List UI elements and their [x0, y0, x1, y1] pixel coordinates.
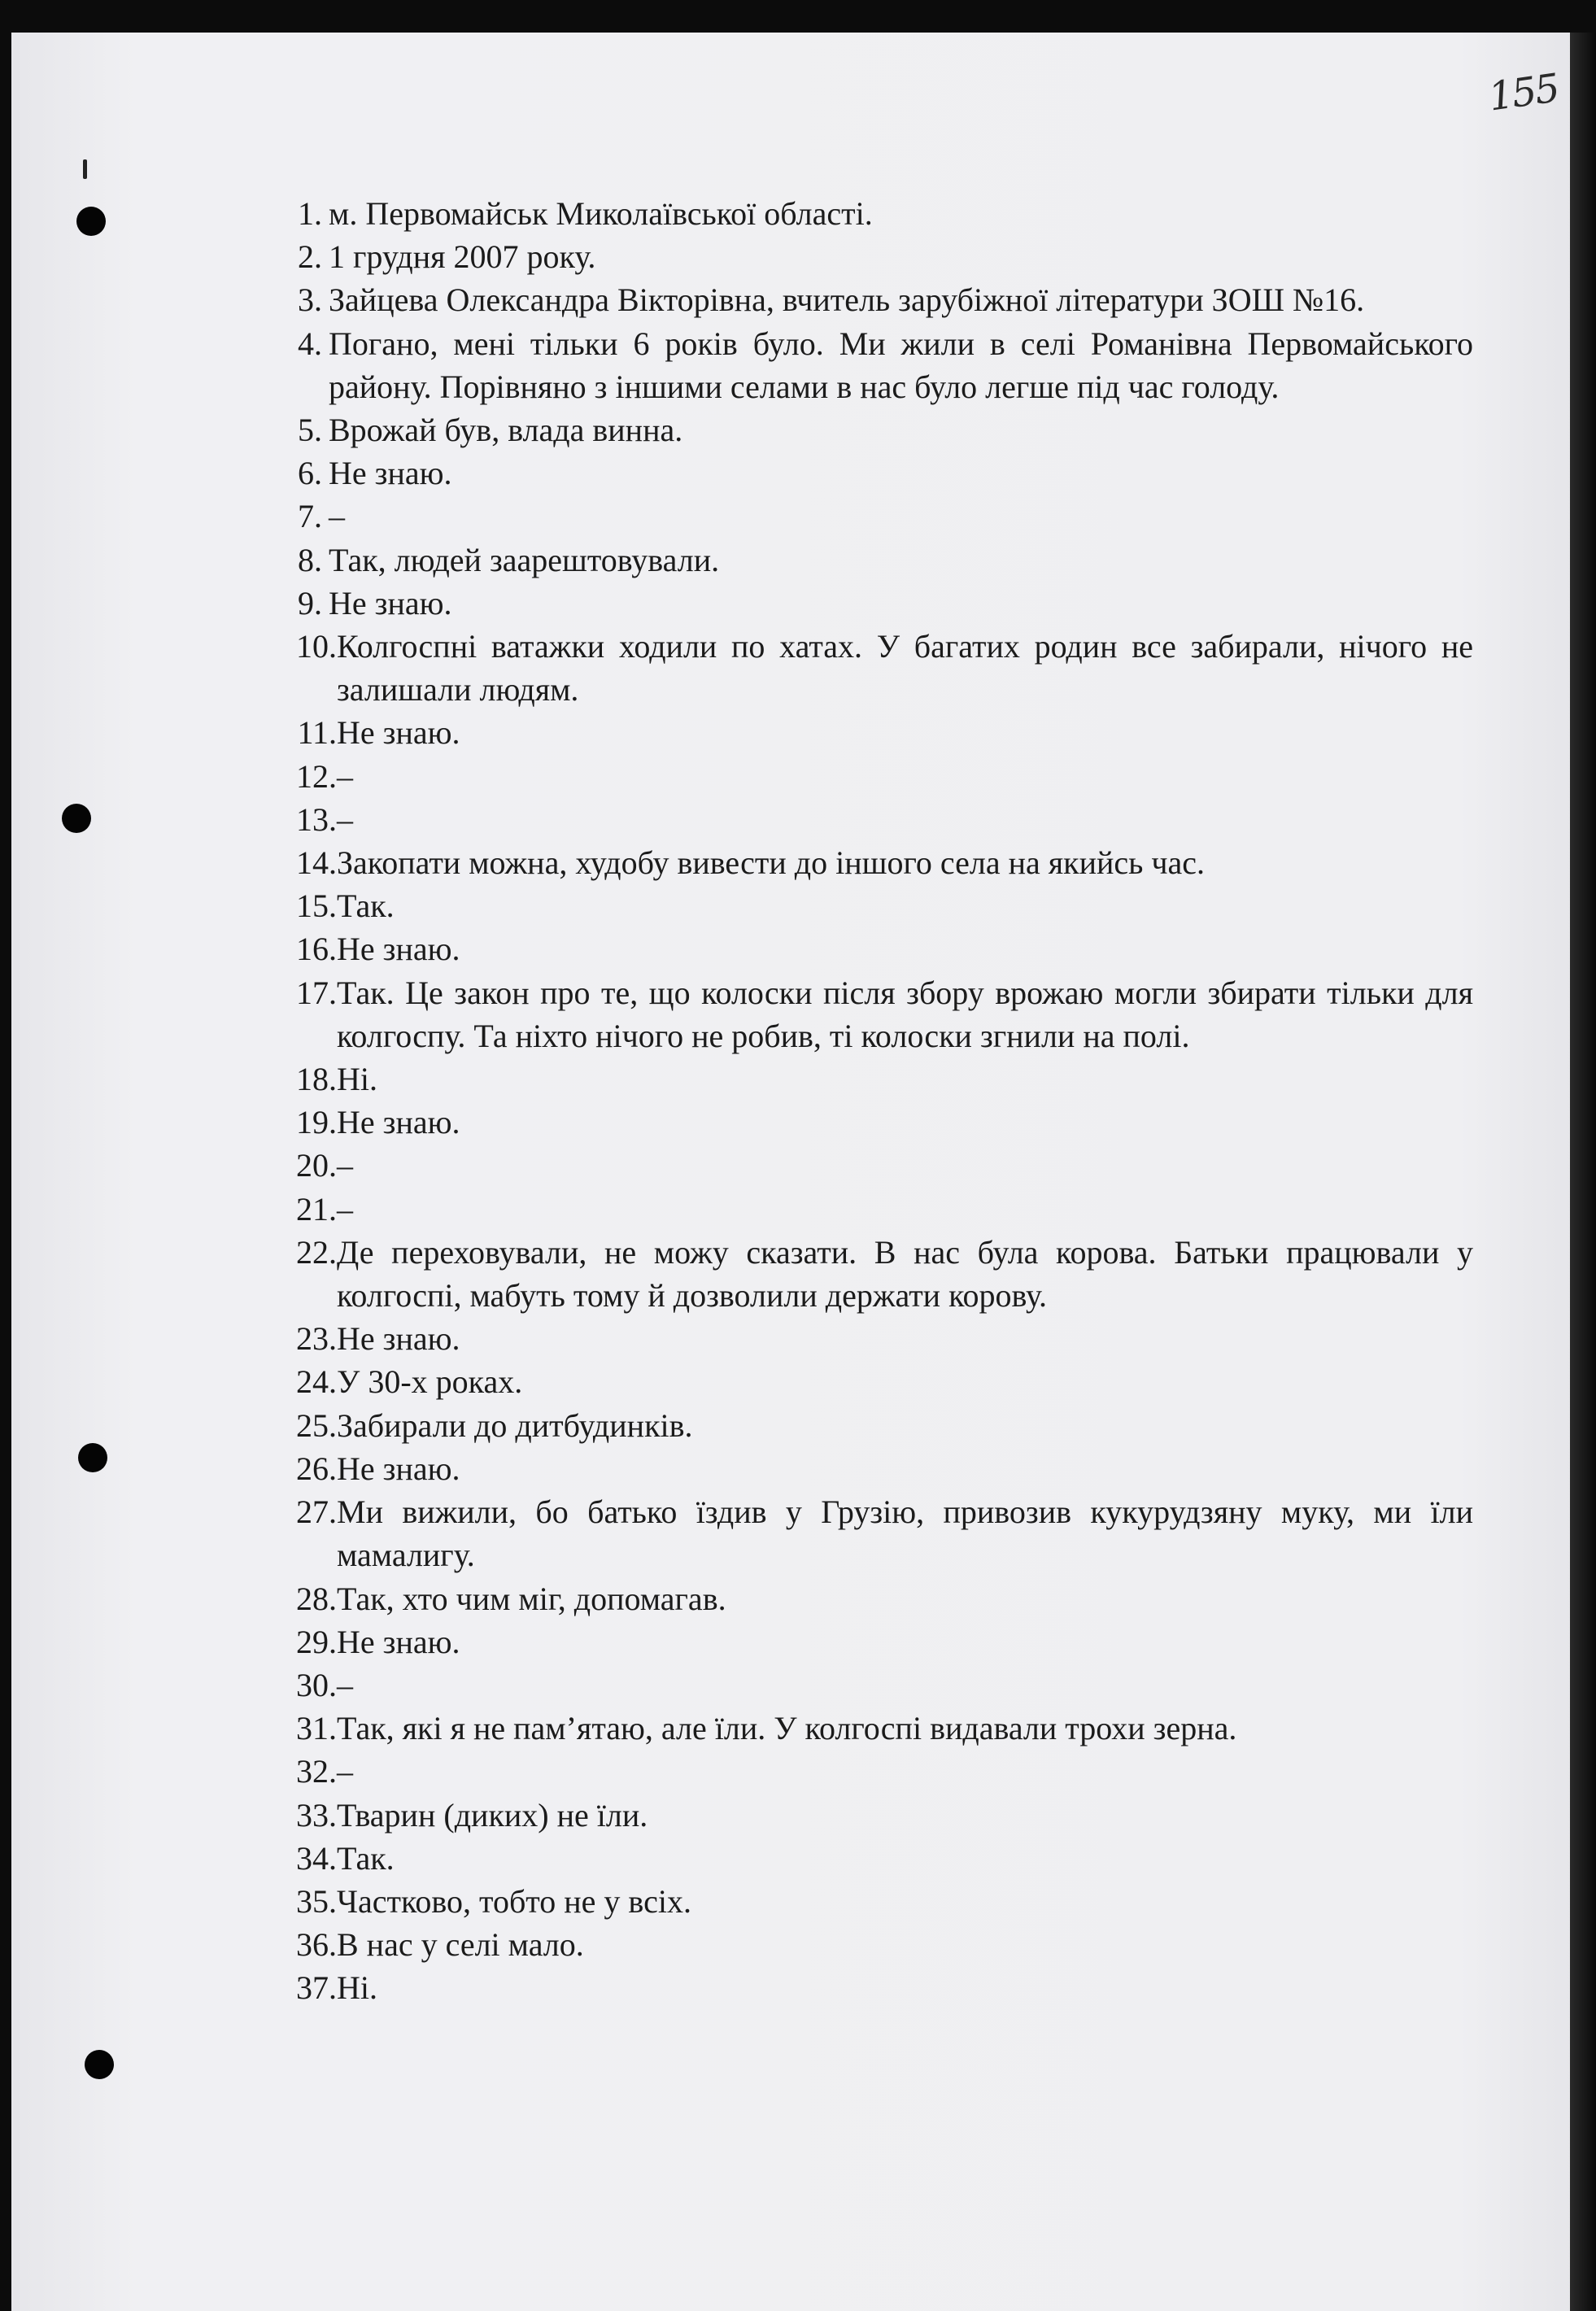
answer-item: [273, 1231, 1473, 1317]
answer-text: –: [337, 757, 353, 795]
answer-number: 30.: [296, 1666, 337, 1703]
answer-text: Зайцева Олександра Вікторівна, вчитель зарубіжної літератури ЗОШ №16.: [329, 281, 1365, 319]
answer-text: –: [337, 1753, 353, 1790]
answer-item: [273, 1707, 1473, 1750]
answer-text: Частково, тобто не у всіх.: [337, 1882, 691, 1920]
answer-item: [273, 1750, 1473, 1793]
answer-number: 34.: [296, 1839, 337, 1877]
answer-number: 7.: [298, 498, 322, 535]
answer-number: 16.: [296, 931, 337, 968]
answer-text: м. Первомайськ Миколаївської області.: [329, 195, 873, 232]
answer-number: 4.: [298, 325, 322, 362]
answer-text: Ні.: [337, 1061, 377, 1098]
answer-item: [273, 971, 1473, 1057]
answer-number: 2.: [298, 238, 322, 276]
answer-number: 35.: [296, 1882, 337, 1920]
answer-number: 27.: [296, 1493, 337, 1531]
answer-item: [273, 1577, 1473, 1620]
punch-hole: [78, 1443, 107, 1472]
answer-text: Не знаю.: [337, 1450, 460, 1487]
answer-item: [273, 1923, 1473, 1966]
answer-number: 6.: [298, 455, 322, 492]
answer-text: Закопати можна, худобу вивести до іншого села на якийсь час.: [337, 844, 1206, 882]
answer-item: [273, 1490, 1473, 1576]
answer-text: Не знаю.: [337, 1320, 460, 1358]
answer-number: 24.: [296, 1363, 337, 1401]
pencil-mark: [83, 159, 87, 179]
answer-text: Не знаю.: [337, 1623, 460, 1660]
answer-number: 22.: [296, 1233, 337, 1271]
answer-number: 21.: [296, 1190, 337, 1227]
answer-item: [273, 1317, 1473, 1360]
answer-item: [273, 495, 1473, 538]
answer-item: [273, 1880, 1473, 1923]
answer-text: 1 грудня 2007 року.: [329, 238, 596, 276]
answer-number: 13.: [296, 800, 337, 838]
answer-item: [273, 235, 1473, 278]
answer-item: [273, 625, 1473, 711]
answer-item: [273, 1966, 1473, 2009]
answer-number: 5.: [298, 412, 322, 449]
punch-hole: [62, 804, 91, 833]
answer-number: 25.: [296, 1406, 337, 1444]
answer-text: Не знаю.: [329, 584, 452, 621]
punch-hole: [85, 2050, 114, 2079]
answer-text: Так, хто чим міг, допомагав.: [337, 1580, 726, 1617]
answer-number: 28.: [296, 1580, 337, 1617]
answer-item: [273, 798, 1473, 841]
answer-text: Погано, мені тільки 6 років було. Ми жили в селі Романівна Первомайського району. Порівняно з іншими селами в нас було легше під час голоду.: [329, 325, 1473, 405]
answer-number: 8.: [298, 541, 322, 578]
answer-text: –: [337, 1147, 353, 1184]
answer-number: 9.: [298, 584, 322, 621]
answer-text: В нас у селі мало.: [337, 1926, 584, 1964]
answer-item: [273, 1360, 1473, 1403]
answer-item: [273, 322, 1473, 408]
answer-item: [273, 755, 1473, 798]
answer-text: –: [337, 1666, 353, 1703]
answer-text: Тварин (диких) не їли.: [337, 1796, 648, 1834]
answer-text: Колгоспні ватажки ходили по хатах. У багатих родин все забирали, нічого не залишали людям.: [337, 628, 1473, 709]
answer-item: [273, 1447, 1473, 1490]
answer-number: 31.: [296, 1710, 337, 1747]
answer-item: [273, 408, 1473, 451]
answer-number: 23.: [296, 1320, 337, 1358]
punch-hole: [76, 207, 106, 236]
answer-number: 1.: [298, 195, 322, 232]
answer-number: 36.: [296, 1926, 337, 1964]
answer-number: 12.: [296, 757, 337, 795]
answer-text: Так, які я не пам’ятаю, але їли. У колгоспі видавали трохи зерна.: [337, 1710, 1237, 1747]
answer-text: Так.: [337, 1839, 395, 1877]
answers-list: [273, 192, 1473, 2010]
answer-text: Не знаю.: [337, 714, 460, 752]
answer-number: 14.: [296, 844, 337, 882]
answer-item: [273, 884, 1473, 927]
answer-number: 10.: [296, 628, 337, 665]
answer-number: 17.: [296, 974, 337, 1011]
answer-text: Ні.: [337, 1969, 377, 2007]
answer-number: 26.: [296, 1450, 337, 1487]
answer-item: [273, 1663, 1473, 1707]
answer-item: [273, 278, 1473, 321]
answer-text: Не знаю.: [329, 455, 452, 492]
answer-text: –: [337, 800, 353, 838]
answer-item: [273, 539, 1473, 582]
scan-edge-shadow: [1570, 33, 1596, 2311]
answer-number: 33.: [296, 1796, 337, 1834]
answer-item: [273, 451, 1473, 495]
answer-item: [273, 1404, 1473, 1447]
answer-number: 20.: [296, 1147, 337, 1184]
answer-number: 3.: [298, 281, 322, 319]
answer-text: У 30-х роках.: [337, 1363, 523, 1401]
answer-item: [273, 927, 1473, 970]
answer-item: [273, 1837, 1473, 1880]
answer-item: [273, 192, 1473, 235]
answer-text: –: [329, 498, 345, 535]
handwritten-page-number: 155: [1485, 65, 1562, 120]
answer-text: Так.: [337, 887, 395, 925]
answer-text: Врожай був, влада винна.: [329, 412, 683, 449]
answer-text: Забирали до дитбудинків.: [337, 1406, 693, 1444]
answer-item: [273, 1188, 1473, 1231]
answer-number: 11.: [297, 714, 337, 752]
answer-text: Так, людей заарештовували.: [329, 541, 720, 578]
answer-item: [273, 1057, 1473, 1101]
answer-number: 29.: [296, 1623, 337, 1660]
answer-item: [273, 582, 1473, 625]
answer-number: 18.: [296, 1061, 337, 1098]
answer-item: [273, 711, 1473, 754]
answer-item: [273, 841, 1473, 884]
answer-text: –: [337, 1190, 353, 1227]
answer-item: [273, 1620, 1473, 1663]
answer-text: Де переховували, не можу сказати. В нас була корова. Батьки працювали у колгоспі, мабуть тому й дозволили держати корову.: [337, 1233, 1473, 1315]
answer-number: 15.: [296, 887, 337, 925]
answer-item: [273, 1101, 1473, 1144]
answer-number: 37.: [296, 1969, 337, 2007]
answer-text: Ми вижили, бо батько їздив у Грузію, привозив кукурудзяну муку, ми їли мамалигу.: [337, 1493, 1473, 1574]
answer-text: Не знаю.: [337, 1104, 460, 1141]
answer-item: [273, 1794, 1473, 1837]
answer-text: Так. Це закон про те, що колоски після збору врожаю могли збирати тільки для колгоспу. Та ніхто нічого не робив, ті колоски згнили на полі.: [337, 974, 1473, 1054]
answer-number: 32.: [296, 1753, 337, 1790]
answer-item: [273, 1144, 1473, 1187]
answer-text: Не знаю.: [337, 931, 460, 968]
answer-number: 19.: [296, 1104, 337, 1141]
